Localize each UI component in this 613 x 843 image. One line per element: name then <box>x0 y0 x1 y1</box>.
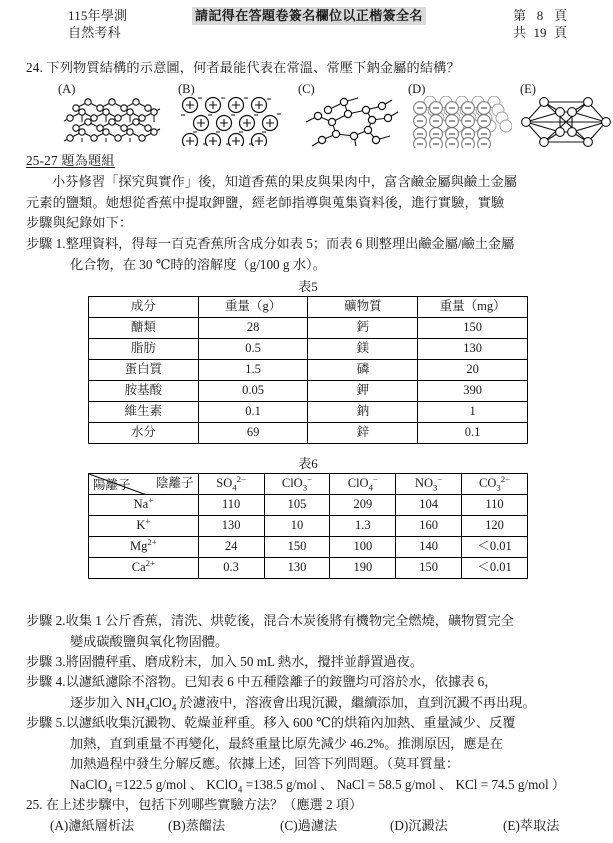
page-label-current: 第 <box>512 8 526 23</box>
table-cell: 69 <box>198 423 308 444</box>
table-cell: 鎂 <box>308 339 418 360</box>
step-5-line-1: 以濾紙收集沉澱物、乾燥並秤重。移入 600 ℃的烘箱內加熱、重量減少、反覆 <box>65 715 516 730</box>
table-6-col-header: $CO_3^{2-}$ <box>462 474 528 495</box>
anion-cubic-close-packed-icon <box>408 96 512 153</box>
group-intro-paragraph <box>26 172 592 234</box>
table-cell: 0.5 <box>198 339 308 360</box>
table-cell: 胺基酸 <box>89 381 199 402</box>
table-cell: 28 <box>198 318 308 339</box>
page-number-current: 8 <box>536 8 544 23</box>
step-5-line-4-molar-masses: NaClO$_4$ =122.5 g/mol 、 KClO$_4$ =138.5 g/mol 、 NaCl = 58.5 g/mol 、 KCl = 74.5 g/mol ） <box>70 776 566 795</box>
experiment-step-4 <box>26 672 596 713</box>
figure-label-b: (B) <box>178 82 195 96</box>
table-row <box>89 558 528 579</box>
table-6-caption: 表6 <box>298 456 318 471</box>
table-5-col-header: 成分 <box>89 297 199 318</box>
table-row <box>89 537 528 558</box>
table-cell: 190 <box>330 558 396 579</box>
figure-label-a: (A) <box>58 82 76 96</box>
step-1-label: 步驟 1. <box>26 236 66 251</box>
table-cell: 脂肪 <box>89 339 199 360</box>
table-cell: 0.1 <box>198 402 308 423</box>
table-cell: 120 <box>462 516 528 537</box>
table-6-container <box>88 455 528 579</box>
table-cell: 150 <box>418 318 528 339</box>
table-row <box>89 360 528 381</box>
table-cell: 20 <box>418 360 528 381</box>
question-25-stem: 25. 在上述步驟中，包括下列哪些實驗方法？（應選 2 項） <box>26 797 363 812</box>
table-cell: 0.3 <box>198 558 264 579</box>
experiment-step-1 <box>26 234 596 275</box>
table-5-col-header: 礦物質 <box>308 297 418 318</box>
option-e[interactable]: (E)萃取法 <box>503 817 560 833</box>
table-cell: 鋅 <box>308 423 418 444</box>
step-5-line-2: 加熱，直到重量不再變化，最終重量比原先減少 46.2%。推測原因，應是在 <box>70 735 503 751</box>
table-cell: 1.5 <box>198 360 308 381</box>
step-4-line-1: 以濾紙濾除不溶物。已知表 6 中五種陰離子的銨鹽均可溶於水，依據表 6， <box>65 674 498 689</box>
intro-line-2: 元素的鹽類。她想從香蕉中提取鉀鹽，經老師指導與蒐集資料後，進行實驗，實驗 <box>26 194 505 210</box>
figure-label-d: (D) <box>408 82 426 96</box>
table-row <box>89 423 528 444</box>
question-25 <box>26 795 596 836</box>
table-cell: 醣類 <box>89 318 199 339</box>
figure-option-b <box>178 82 286 151</box>
table-cell: 磷 <box>308 360 418 381</box>
table-5 <box>88 296 528 444</box>
table-cell: 0.1 <box>418 423 528 444</box>
step-4-line-2: 逐步加入 $NH_4ClO_4$ 於濾液中，溶液會出現沉澱，繼續添加，直到沉澱不再出現。 <box>70 694 536 713</box>
experiment-step-5 <box>26 713 596 795</box>
cation-axis-label: 陽離子 <box>93 478 131 492</box>
table-6-row-header: $Mg^{2+}$ <box>89 537 199 558</box>
table-cell: 鈣 <box>308 318 418 339</box>
table-cell: 130 <box>418 339 528 360</box>
table-row <box>89 318 528 339</box>
figure-option-e <box>520 82 612 153</box>
table-cell: 390 <box>418 381 528 402</box>
page-label-total: 共 <box>512 25 526 40</box>
table-cell: 150 <box>264 537 330 558</box>
table-row <box>89 381 528 402</box>
table-6 <box>88 473 528 579</box>
option-a[interactable]: (A)濾紙層析法 <box>50 817 135 833</box>
table-cell: 140 <box>396 537 462 558</box>
graphite-layer-lattice-icon <box>58 96 176 151</box>
table-6-row-header: Na+ <box>89 495 199 516</box>
table-cell: 104 <box>396 495 462 516</box>
table-cell: 0.05 <box>198 381 308 402</box>
table-row <box>89 402 528 423</box>
table-5-col-header: 重量（mg） <box>418 297 528 318</box>
experiment-step-2 <box>26 611 596 652</box>
table-cell: 24 <box>198 537 264 558</box>
table-row <box>89 339 528 360</box>
step-2-line-1: 收集 1 公斤香蕉，清洗、烘乾後，混合木炭後將有機物完全燃燒，礦物質完全 <box>65 613 514 628</box>
page-unit-current: 頁 <box>553 8 567 23</box>
step-1-line-2: 化合物，在 30 ℃時的溶解度（g/100 g 水）。 <box>70 256 326 272</box>
table-cell: ＜0.01 <box>462 558 528 579</box>
table-6-corner-cell <box>89 474 199 495</box>
experiment-step-3 <box>26 652 596 673</box>
table-cell: 110 <box>198 495 264 516</box>
table-6-row-header: K+ <box>89 516 199 537</box>
table-cell: 水分 <box>89 423 199 444</box>
table-6-row-header: $Ca^{2+}$ <box>89 558 199 579</box>
figure-label-c: (C) <box>298 82 315 96</box>
table-6-header-row <box>89 474 528 495</box>
table-cell: 100 <box>330 537 396 558</box>
table-6-col-header: ClO$_3$− <box>264 474 330 495</box>
table-6-col-header: ClO$_4$− <box>330 474 396 495</box>
table-cell: 鉀 <box>308 381 418 402</box>
table-cell: 10 <box>264 516 330 537</box>
table-cell: 105 <box>264 495 330 516</box>
step-5-line-3: 加熱過程中發生分解反應。依據上述，回答下列問題。（莫耳質量： <box>70 756 460 771</box>
step-2-label: 步驟 2. <box>26 613 66 628</box>
question-24-figure-row <box>30 82 610 150</box>
table-cell: 110 <box>462 495 528 516</box>
figure-option-d <box>408 82 512 153</box>
header-exam-year: 115年學測 <box>68 8 128 23</box>
table-cell: 1 <box>418 402 528 423</box>
table-cell: 160 <box>396 516 462 537</box>
header-signature-notice: 請記得在答題卷簽名欄位以正楷簽全名 <box>192 7 426 25</box>
figure-label-e: (E) <box>520 82 536 96</box>
page-unit-total: 頁 <box>553 25 567 40</box>
figure-option-a <box>58 82 176 151</box>
table-cell: 1.3 <box>330 516 396 537</box>
table-cell: 130 <box>198 516 264 537</box>
table-cell: 130 <box>264 558 330 579</box>
question-25-options <box>50 816 596 837</box>
anion-axis-label: 陰離子 <box>156 476 194 490</box>
table-cell: 維生素 <box>89 402 199 423</box>
option-c[interactable]: (C)過濾法 <box>280 817 338 833</box>
intro-line-1: 小芬修習「探究與實作」後，知道香蕉的果皮與果肉中，富含鹼金屬與鹼土金屬 <box>52 174 518 189</box>
header-subject: 自然考科 <box>68 25 121 40</box>
step-3-label: 步驟 3. <box>26 654 66 669</box>
step-1-line-1: 整理資料，得每一百克香蕉所含成分如表 5；而表 6 則整理出鹼金屬/鹼土金屬 <box>65 236 515 251</box>
covalent-network-random-icon <box>298 96 406 153</box>
header-exam-info <box>68 7 127 41</box>
table-5-col-header: 重量（g） <box>198 297 308 318</box>
table-6-col-header: $SO_4^{2-}$ <box>198 474 264 495</box>
figure-option-c <box>298 82 406 153</box>
step-4-label: 步驟 4. <box>26 674 66 689</box>
intro-line-3: 步驟與紀錄如下： <box>26 215 133 230</box>
question-group-heading: 25-27 題為題組 <box>26 153 115 168</box>
table-5-header-row <box>89 297 528 318</box>
table-5-caption: 表5 <box>298 279 318 294</box>
table-cell: ＜0.01 <box>462 537 528 558</box>
table-5-container <box>88 278 528 444</box>
step-2-line-2: 變成碳酸鹽與氧化物固體。 <box>70 633 229 649</box>
table-row <box>89 516 528 537</box>
option-b[interactable]: (B)蒸餾法 <box>168 817 226 833</box>
step-5-label: 步驟 5. <box>26 715 66 730</box>
table-cell: 蛋白質 <box>89 360 199 381</box>
option-d[interactable]: (D)沉澱法 <box>390 817 448 833</box>
table-cell: 鈉 <box>308 402 418 423</box>
page-number-total: 19 <box>533 25 547 40</box>
table-row <box>89 495 528 516</box>
question-24-stem: 24. 下列物質結構的示意圖，何者最能代表在常溫、常壓下鈉金屬的結構？ <box>26 60 460 75</box>
table-cell: 150 <box>396 558 462 579</box>
metallic-cation-electron-sea-icon <box>178 96 286 151</box>
page-header <box>0 0 613 44</box>
table-cell: 209 <box>330 495 396 516</box>
table-6-col-header: $NO_3^-$ <box>396 474 462 495</box>
molecular-cluster-cage-icon <box>520 96 612 153</box>
step-3-line-1: 將固體秤重、磨成粉末，加入 50 mL 熱水，攪拌並靜置過夜。 <box>65 654 423 669</box>
header-pagination <box>513 7 567 41</box>
